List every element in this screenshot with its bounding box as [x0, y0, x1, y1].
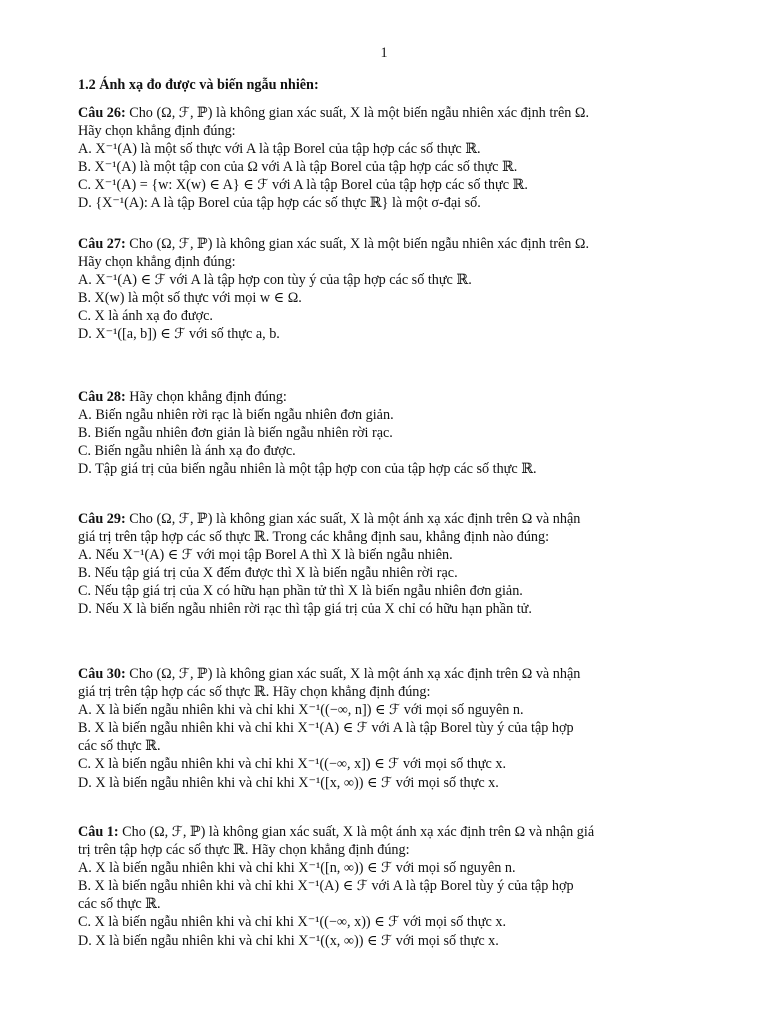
- question-line: trị trên tập hợp các số thực ℝ. Hãy chọn khẳng định đúng:: [78, 842, 410, 859]
- option-a: A. X⁻¹(A) ∈ ℱ với A là tập hợp con tùy ý của tập hợp các số thực ℝ.: [78, 272, 472, 289]
- option-b: B. X⁻¹(A) là một tập con của Ω với A là tập Borel của tập hợp các số thực ℝ.: [78, 159, 518, 176]
- option-b: B. X là biến ngẫu nhiên khi và chỉ khi X⁻¹(A) ∈ ℱ với A là tập Borel tùy ý của tập hợp: [78, 720, 574, 737]
- option-b: B. X là biến ngẫu nhiên khi và chỉ khi X⁻¹(A) ∈ ℱ với A là tập Borel tùy ý của tập hợp: [78, 878, 574, 895]
- question-28: [78, 388, 698, 478]
- option-d: D. X là biến ngẫu nhiên khi và chỉ khi X⁻¹((x, ∞)) ∈ ℱ với mọi số thực x.: [78, 932, 499, 949]
- option-a: A. X là biến ngẫu nhiên khi và chỉ khi X⁻¹((−∞, n]) ∈ ℱ với mọi số nguyên n.: [78, 702, 524, 719]
- option-c: C. X là biến ngẫu nhiên khi và chỉ khi X⁻¹((−∞, x]) ∈ ℱ với mọi số thực x.: [78, 756, 507, 773]
- option-c: C. X là ánh xạ đo được.: [78, 308, 213, 325]
- option-a: A. Nếu X⁻¹(A) ∈ ℱ với mọi tập Borel A thì X là biến ngẫu nhiên.: [78, 547, 453, 564]
- option-b: B. Biến ngẫu nhiên đơn giản là biến ngẫu nhiên rời rạc.: [78, 425, 393, 442]
- question-line: Hãy chọn khẳng định đúng:: [78, 123, 236, 140]
- question-27: [78, 235, 698, 344]
- option-b: B. Nếu tập giá trị của X đếm được thì X là biến ngẫu nhiên rời rạc.: [78, 565, 458, 582]
- question-label: Câu 1:: [78, 824, 119, 840]
- question-line: giá trị trên tập hợp các số thực ℝ. Hãy chọn khẳng định đúng:: [78, 684, 431, 701]
- option-d: D. Tập giá trị của biến ngẫu nhiên là một tập hợp con của tập hợp các số thực ℝ.: [78, 461, 537, 478]
- option-d: D. {X⁻¹(A): A là tập Borel của tập hợp các số thực ℝ} là một σ-đại số.: [78, 195, 481, 212]
- question-label: Câu 27:: [78, 236, 126, 252]
- option-c: C. X⁻¹(A) = {w: X(w) ∈ A} ∈ ℱ với A là tập Borel của tập hợp các số thực ℝ.: [78, 177, 528, 194]
- question-30: [78, 665, 698, 792]
- option-c: C. Nếu tập giá trị của X có hữu hạn phần tử thì X là biến ngẫu nhiên đơn giản.: [78, 583, 523, 600]
- question-29: [78, 510, 698, 619]
- question-line: Câu 28: Hãy chọn khẳng định đúng:: [78, 389, 287, 405]
- option-b-continued: các số thực ℝ.: [78, 738, 161, 755]
- question-line: Câu 26: Cho (Ω, ℱ, ℙ) là không gian xác suất, X là một biến ngẫu nhiên xác định trên Ω.: [78, 105, 590, 121]
- option-a: A. X⁻¹(A) là một số thực với A là tập Borel của tập hợp các số thực ℝ.: [78, 141, 481, 158]
- question-1: [78, 823, 698, 950]
- option-b-continued: các số thực ℝ.: [78, 896, 161, 913]
- question-line: Câu 27: Cho (Ω, ℱ, ℙ) là không gian xác suất, X là một biến ngẫu nhiên xác định trên Ω.: [78, 236, 590, 252]
- question-line: Hãy chọn khẳng định đúng:: [78, 254, 236, 271]
- question-line: Câu 1: Cho (Ω, ℱ, ℙ) là không gian xác suất, X là một ánh xạ xác định trên Ω và nhận giá: [78, 824, 595, 840]
- section-title: 1.2 Ánh xạ đo được và biến ngẫu nhiên:: [78, 77, 319, 93]
- option-a: A. Biến ngẫu nhiên rời rạc là biến ngẫu nhiên đơn giản.: [78, 407, 394, 424]
- page-number: 1: [380, 45, 388, 61]
- option-b: B. X(w) là một số thực với mọi w ∈ Ω.: [78, 290, 302, 307]
- question-line: Câu 30: Cho (Ω, ℱ, ℙ) là không gian xác suất, X là một ánh xạ xác định trên Ω và nhận: [78, 666, 581, 682]
- question-line: Câu 29: Cho (Ω, ℱ, ℙ) là không gian xác suất, X là một ánh xạ xác định trên Ω và nhận: [78, 511, 581, 527]
- question-label: Câu 28:: [78, 389, 126, 405]
- question-label: Câu 29:: [78, 511, 126, 527]
- option-d: D. X⁻¹([a, b]) ∈ ℱ với số thực a, b.: [78, 326, 280, 343]
- question-26: [78, 104, 698, 213]
- question-label: Câu 26:: [78, 105, 126, 121]
- question-label: Câu 30:: [78, 666, 126, 682]
- option-d: D. X là biến ngẫu nhiên khi và chỉ khi X⁻¹([x, ∞)) ∈ ℱ với mọi số thực x.: [78, 774, 499, 791]
- option-d: D. Nếu X là biến ngẫu nhiên rời rạc thì tập giá trị của X chỉ có hữu hạn phần tử.: [78, 601, 532, 618]
- option-c: C. X là biến ngẫu nhiên khi và chỉ khi X⁻¹((−∞, x)) ∈ ℱ với mọi số thực x.: [78, 914, 507, 931]
- question-line: giá trị trên tập hợp các số thực ℝ. Trong các khẳng định sau, khẳng định nào đúng:: [78, 529, 550, 546]
- option-a: A. X là biến ngẫu nhiên khi và chỉ khi X⁻¹([n, ∞)) ∈ ℱ với mọi số nguyên n.: [78, 860, 516, 877]
- option-c: C. Biến ngẫu nhiên là ánh xạ đo được.: [78, 443, 296, 460]
